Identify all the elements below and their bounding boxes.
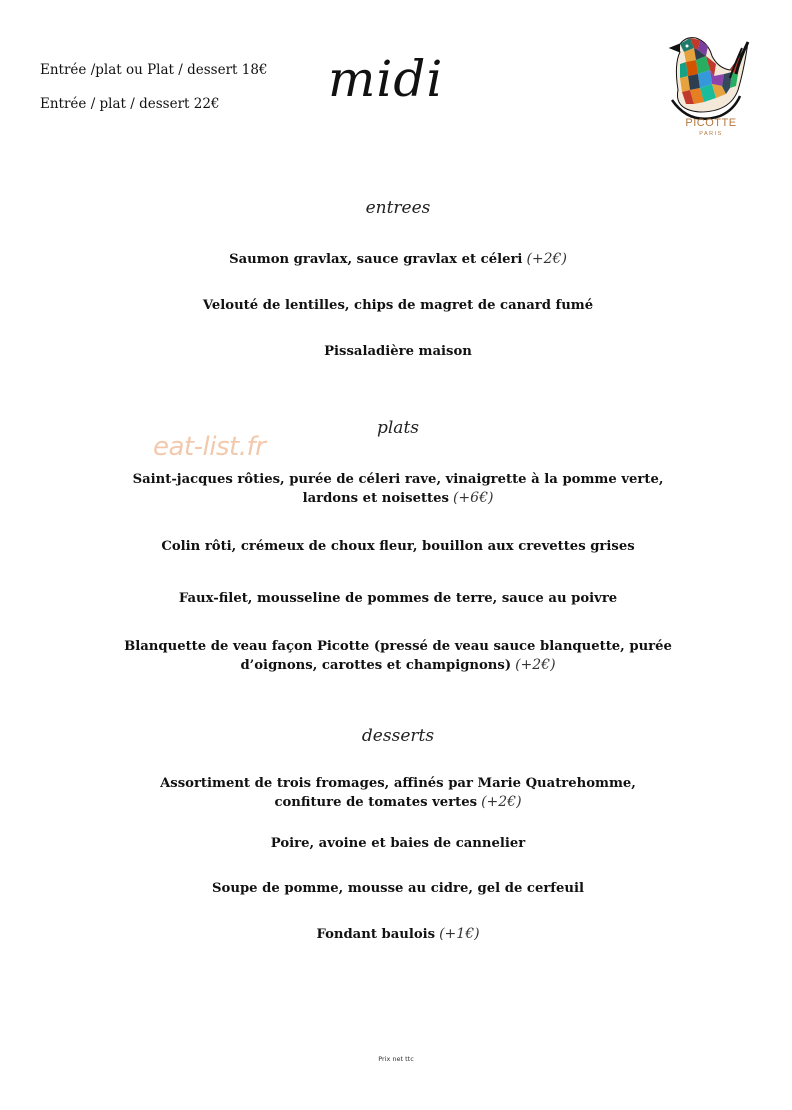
section-title-plats: plats <box>376 418 419 438</box>
watermark: eat-list.fr <box>153 432 266 462</box>
dish-dessert-2: Poire, avoine et baies de cannelier <box>270 836 526 851</box>
formula-2: Entrée / plat / dessert 22€ <box>40 96 220 112</box>
page-title: midi <box>328 50 444 108</box>
supplement: (+2€) <box>515 657 556 673</box>
formula-1: Entrée /plat ou Plat / dessert 18€ <box>40 62 268 78</box>
brand-city: PARIS <box>699 131 723 137</box>
supplement: (+2€) <box>526 251 567 267</box>
price-note: Prix net ttc <box>378 1055 414 1063</box>
dish-entree-3: Pissaladière maison <box>324 344 472 359</box>
supplement: (+1€) <box>439 926 480 942</box>
dish-entree-2: Velouté de lentilles, chips de magret de canard fumé <box>202 298 594 313</box>
dish-plat-3: Faux-filet, mousseline de pommes de terre, sauce au poivre <box>178 591 618 606</box>
section-title-desserts: desserts <box>361 726 435 746</box>
section-title-entrees: entrees <box>365 198 431 218</box>
dish-plat-1: Saint-jacques rôties, purée de céleri rave, vinaigrette à la pomme verte, lardons et noisettes (+6€) <box>132 472 664 506</box>
dish-dessert-1: Assortiment de trois fromages, affinés par Marie Quatrehomme, confiture de tomates vertes (+2€) <box>160 776 636 810</box>
brand-name: PICOTTE <box>685 117 737 129</box>
dish-plat-4: Blanquette de veau façon Picotte (pressé de veau sauce blanquette, purée d’oignons, carottes et champignons) (+2€) <box>124 639 672 673</box>
dish-dessert-3: Soupe de pomme, mousse au cidre, gel de cerfeuil <box>212 881 584 896</box>
dish-plat-2: Colin rôti, crémeux de choux fleur, bouillon aux crevettes grises <box>161 539 635 554</box>
supplement: (+2€) <box>481 794 522 810</box>
dish-dessert-4: Fondant baulois (+1€) <box>316 926 480 942</box>
supplement: (+6€) <box>452 490 494 506</box>
dish-entree-1: Saumon gravlax, sauce gravlax et céleri (+2€) <box>229 251 567 267</box>
